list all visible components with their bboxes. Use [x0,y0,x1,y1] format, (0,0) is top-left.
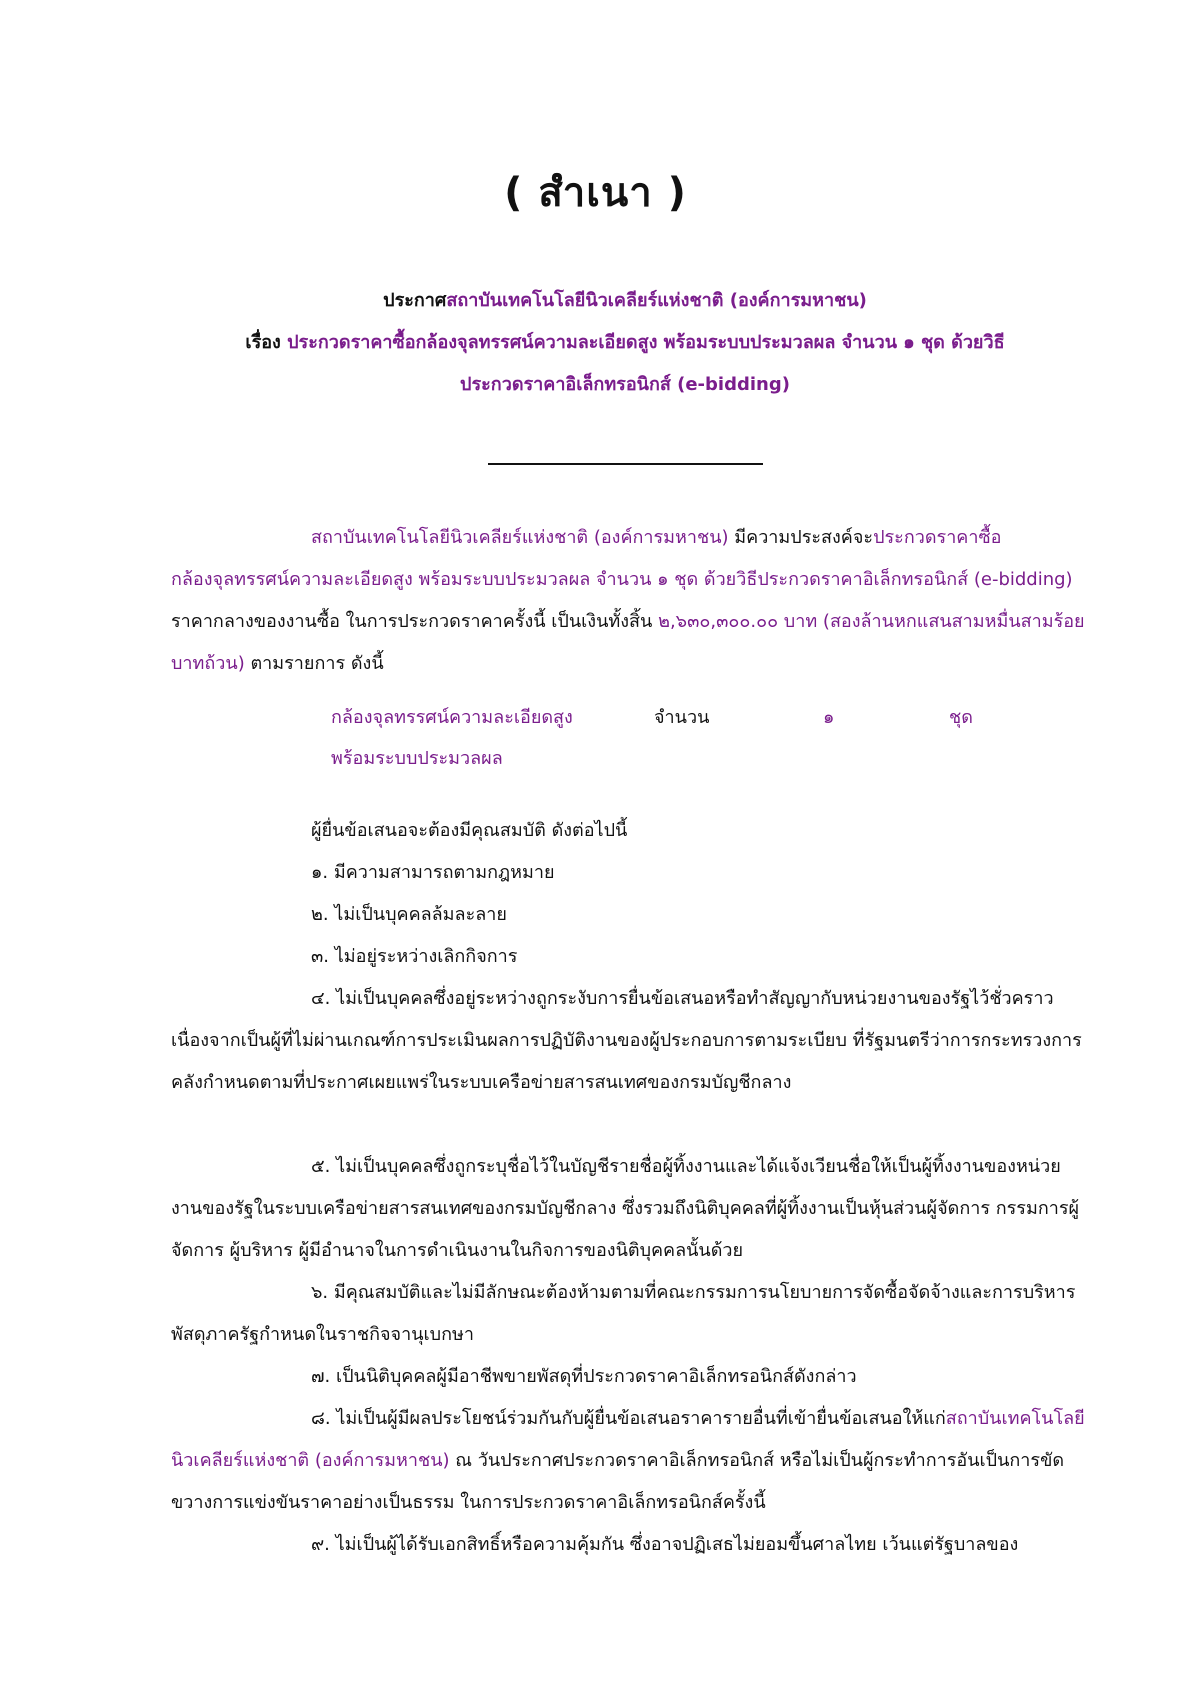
intro-text-3: ตามรายการ ดังนี้ [244,653,384,674]
header-line-1 [160,280,1090,322]
divider-rule [488,463,763,465]
page-title: ( สำเนา ) [504,170,687,216]
qualification-3: ๓. ไม่อยู่ระหว่างเลิกกิจการ [311,946,518,967]
header-org: สถาบันเทคโนโลยีนิวเคลียร์แห่งชาติ (องค์การมหาชน) [446,290,867,311]
item-name: กล้องจุลทรรศน์ความละเอียดสูง พร้อมระบบประมวลผล [331,707,573,769]
item-unit: ชุด [949,707,973,728]
header-subject-cont: ประกวดราคาอิเล็กทรอนิกส์ (e-bidding) [460,374,790,395]
header-prefix: ประกาศ [383,290,447,311]
header-subject-prefix: เรื่อง [245,332,281,353]
qualification-1: ๑. มีความสามารถตามกฎหมาย [311,862,555,883]
item-qty: ๑ [823,707,835,728]
qualification-9: ๙. ไม่เป็นผู้ได้รับเอกสิทธิ์หรือความคุ้มกัน ซึ่งอาจปฏิเสธไม่ยอมขึ้นศาลไทย เว้นแต่รัฐบาลของ [311,1534,1019,1555]
qualification-5: ๕. ไม่เป็นบุคคลซึ่งถูกระบุชื่อไว้ในบัญชีรายชื่อผู้ทิ้งงานและได้แจ้งเวียนชื่อให้เป็นผู้ทิ้งงานของหน่วยงานของรัฐในระบบเครือข่ายสารสนเทศของกรมบัญชีกลาง ซึ่งรวมถึงนิติบุคคลที่ผู้ทิ้งงานเป็นหุ้นส่วนผู้จัดการ กรรมการผู้จัดการ ผู้บริหาร ผู้มีอำนาจในการดำเนินงานในกิจการของนิติบุคคลนั้นด้วย [171,1156,1080,1261]
header-subject: ประกวดราคาซื้อกล้องจุลทรรศน์ความละเอียดสูง พร้อมระบบประมวลผล จำนวน ๑ ชุด ด้วยวิธี [287,332,1005,353]
qualification-6: ๖. มีคุณสมบัติและไม่มีลักษณะต้องห้ามตามที่คณะกรรมการนโยบายการจัดซื้อจัดจ้างและการบริหารพัสดุภาครัฐกำหนดในราชกิจจานุเบกษา [171,1282,1076,1345]
q8-text-a: ๘. ไม่เป็นผู้มีผลประโยชน์ร่วมกันกับผู้ยื่นข้อเสนอราคารายอื่นที่เข้ายื่นข้อเสนอให้แก่ [311,1408,946,1429]
intro-org: สถาบันเทคโนโลยีนิวเคลียร์แห่งชาติ (องค์การมหาชน) [311,527,729,548]
qualification-7: ๗. เป็นนิติบุคคลผู้มีอาชีพขายพัสดุที่ประกวดราคาอิเล็กทรอนิกส์ดังกล่าว [311,1366,857,1387]
item-qty-label: จำนวน [654,707,710,728]
intro-text-1: มีความประสงค์จะ [728,527,874,548]
intro-text-2: ราคากลางของงานซื้อ ในการประกวดราคาครั้งนี้ เป็นเงินทั้งสิ้น [171,611,659,632]
intro-amount: ๒,๖๓๐,๓๐๐.๐๐ บาท (สองล้านหกแสนสามหมื่นสามร้อยบาทถ้วน) [171,611,1085,674]
intro-paragraph [171,517,1091,685]
header-line-2 [160,322,1090,364]
qualification-8 [171,1398,1091,1524]
qualification-2: ๒. ไม่เป็นบุคคลล้มละลาย [311,904,507,925]
announcement-header [160,280,1090,406]
q8-org: สถาบันเทคโนโลยีนิวเคลียร์แห่งชาติ (องค์การมหาชน) [171,1408,1085,1471]
intro-subject: ประกวดราคาซื้อกล้องจุลทรรศน์ความละเอียดสูง พร้อมระบบประมวลผล จำนวน ๑ ชุด ด้วยวิธีประกวดราคาอิเล็กทรอนิกส์ (e-bidding) [171,527,1073,590]
qualification-4: ๔. ไม่เป็นบุคคลซึ่งอยู่ระหว่างถูกระงับการยื่นข้อเสนอหรือทำสัญญากับหน่วยงานของรัฐไว้ชั่วคราว เนื่องจากเป็นผู้ที่ไม่ผ่านเกณฑ์การประเมินผลการปฏิบัติงานของผู้ประกอบการตามระเบียบ ที่รัฐมนตรีว่าการกระทรวงการคลังกำหนดตามที่ประกาศเผยแพร่ในระบบเครือข่ายสารสนเทศของกรมบัญชีกลาง [171,988,1082,1093]
qualifications-heading: ผู้ยื่นข้อเสนอจะต้องมีคุณสมบัติ ดังต่อไปนี้ [311,820,628,841]
header-line-3 [160,364,1090,406]
q8-text-b: ณ วันประกาศประกวดราคาอิเล็กทรอนิกส์ หรือไม่เป็นผู้กระทำการอันเป็นการขัดขวางการแข่งขันราคาอย่างเป็นธรรม ในการประกวดราคาอิเล็กทรอนิกส์ครั้งนี้ [171,1450,1065,1513]
